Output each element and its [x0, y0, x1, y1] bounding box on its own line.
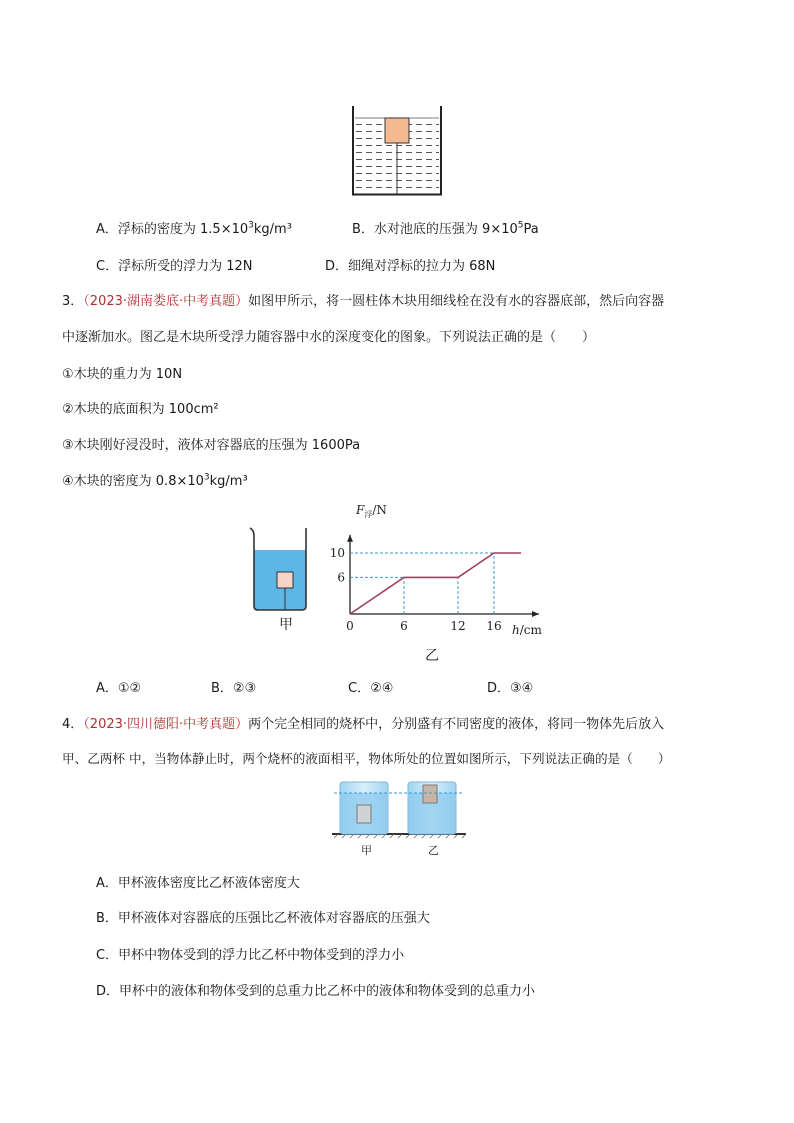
wood-block: [277, 572, 293, 588]
q3-option-d[interactable]: D．③④: [487, 681, 534, 696]
x-tick-label: 12: [450, 619, 466, 633]
question-number: 3．: [62, 294, 84, 309]
y-tick-label: 6: [337, 570, 345, 585]
y-axis-label: $F_浮/N$: [356, 503, 387, 519]
q4-option-d[interactable]: D．甲杯中的液体和物体受到的总重力比乙杯中的液体和物体受到的总重力小: [96, 984, 536, 999]
x-tick-label: 16: [486, 619, 502, 633]
q4-stem-line1: 4．（2023·四川德阳·中考真题）两个完全相同的烧杯中，分别盛有不同密度的液体，将同一物体先后放入: [62, 717, 665, 732]
q3-statement-4: ④木块的密度为 $0.8\times 10^3kg/m^3$: [62, 472, 248, 489]
buoyancy-line: [350, 553, 521, 614]
q3-option-a[interactable]: A．①②: [96, 681, 142, 696]
two-beakers-figure: [330, 776, 470, 856]
q4-option-c[interactable]: C．甲杯中物体受到的浮力比乙杯中物体受到的浮力小: [96, 948, 405, 963]
q4-stem-line2: 甲、乙两杯 中，当物体静止时，两个烧杯的液面相平，物体所处的位置如图所示，下列说法正确的是（ ）: [62, 751, 671, 766]
q3-option-c[interactable]: C．②④: [348, 681, 394, 696]
x-axis-arrow: [532, 611, 539, 617]
q2-option-b[interactable]: B．水对池底的压强为 $9\times 10^5Pa$: [352, 220, 539, 237]
q3-statement-2: ②木块的底面积为 100cm²: [62, 402, 219, 417]
q2-option-a[interactable]: A．浮标的密度为 $1.5\times 10^3kg/m^3$: [96, 220, 292, 237]
question-source: 2023·四川德阳·中考真题: [89, 717, 236, 732]
q3-stem-line2: 中逐渐加水。图乙是木块所受浮力随容器中水的深度变化的图象。下列说法正确的是（ ）: [62, 330, 596, 345]
q3-option-b[interactable]: B．②③: [211, 681, 257, 696]
q4-option-b[interactable]: B．甲杯液体对容器底的压强比乙杯液体对容器底的压强大: [96, 911, 430, 926]
figure-yi-label: 乙: [425, 648, 439, 664]
x-tick-label: 6: [400, 619, 408, 633]
question-number: 4．: [62, 717, 84, 732]
x-tick-label: 0: [346, 619, 354, 633]
figure-label-jia: 甲: [361, 844, 372, 857]
object-jia: [357, 805, 371, 823]
pool-float-figure: [345, 100, 449, 200]
q4-option-a[interactable]: A．甲杯液体密度比乙杯液体密度大: [96, 876, 300, 891]
q3-statement-3: ③木块刚好浸没时，液体对容器底的压强为 1600Pa: [62, 438, 361, 453]
y-tick-label: 10: [329, 546, 345, 560]
question-source: 2023·湖南娄底·中考真题: [89, 294, 236, 309]
object-yi: [423, 785, 437, 803]
float-block: [385, 118, 409, 143]
x-axis-label: h/cm: [512, 623, 542, 637]
y-axis-arrow: [347, 535, 353, 542]
q2-option-d[interactable]: D．细绳对浮标的拉力为 68N: [325, 259, 496, 274]
q2-option-c[interactable]: C．浮标所受的浮力为 12N: [96, 259, 253, 274]
q3-stem-line1: 3．（2023·湖南娄底·中考真题）如图甲所示，将一圆柱体木块用细线栓在没有水的容器底部，然后向容器: [62, 294, 665, 309]
figure-label-yi: 乙: [428, 844, 439, 857]
figure-jia-label: 甲: [279, 617, 293, 633]
buoyancy-depth-chart: [320, 498, 550, 648]
q3-statement-1: ①木块的重力为 10N: [62, 367, 183, 382]
